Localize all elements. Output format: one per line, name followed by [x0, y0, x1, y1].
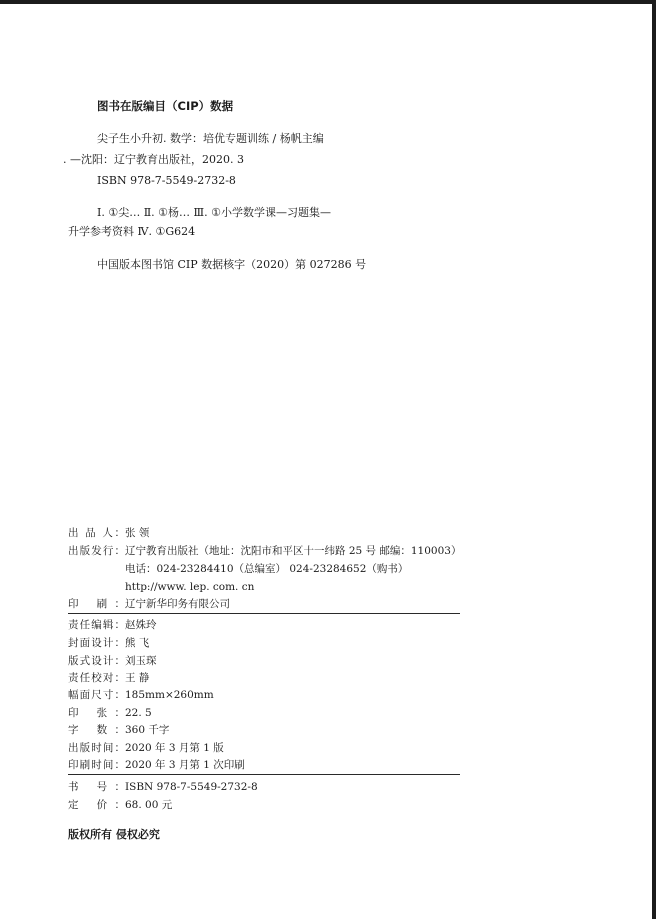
publish-date-value: 2020 年 3 月第 1 版	[125, 742, 224, 754]
editor-label: 责任编辑 ：	[68, 618, 125, 632]
divider-1	[68, 613, 460, 614]
book-isbn-value: ISBN 978-7-5549-2732-8	[125, 781, 258, 793]
printer-label: 印 刷 ：	[68, 597, 125, 611]
proofreader-value: 王 静	[125, 672, 150, 684]
page-size-value: 185mm×260mm	[125, 689, 214, 701]
cover-designer-value: 熊 飞	[125, 637, 150, 649]
printer-row	[68, 597, 230, 611]
book-isbn-label: 书 号 ：	[68, 780, 125, 794]
cover-designer-label: 封面设计 ：	[68, 636, 125, 650]
cip-record-number: 中国版本图书馆 CIP 数据核字（2020）第 027286 号	[97, 258, 367, 271]
cip-title: 图书在版编目（CIP）数据	[97, 99, 234, 113]
print-date-value: 2020 年 3 月第 1 次印刷	[125, 759, 245, 771]
cip-line-title-author: 尖子生小升初. 数学：培优专题训练 / 杨帆主编	[97, 132, 324, 145]
proofreader-row	[68, 671, 149, 685]
page-right-border	[652, 0, 656, 919]
page-size-row	[68, 688, 214, 702]
word-count-label: 字 数 ：	[68, 723, 125, 737]
website-row: http://www. lep. com. cn	[125, 581, 255, 593]
cip-line-publisher: . —沈阳：辽宁教育出版社，2020. 3	[63, 153, 244, 166]
editor-row	[68, 618, 157, 632]
proofreader-label: 责任校对 ：	[68, 671, 125, 685]
cip-subject-line-1: Ⅰ. ①尖… Ⅱ. ①杨… Ⅲ. ①小学数学课—习题集—	[97, 206, 331, 219]
cover-designer-row	[68, 636, 149, 650]
publish-date-label: 出版时间 ：	[68, 741, 125, 755]
layout-designer-row	[68, 654, 157, 668]
distributor-row	[68, 544, 461, 558]
layout-designer-value: 刘玉琛	[125, 655, 157, 667]
producer-label: 出 品 人 ：	[68, 526, 125, 540]
producer-row	[68, 526, 149, 540]
print-date-label: 印刷时间 ：	[68, 758, 125, 772]
book-isbn-row	[68, 780, 258, 794]
cip-subject-line-2: 升学参考资料 Ⅳ. ①G624	[68, 225, 196, 238]
distributor-value: 辽宁教育出版社（地址：沈阳市和平区十一纬路 25 号 邮编：110003）	[125, 545, 462, 557]
price-value: 68. 00 元	[125, 799, 173, 811]
sheets-value: 22. 5	[125, 707, 152, 719]
word-count-value: 360 千字	[125, 724, 170, 736]
phone-row: 电话：024-23284410（总编室） 024-23284652（购书）	[125, 563, 409, 575]
copyright-notice: 版权所有 侵权必究	[68, 828, 160, 841]
editor-value: 赵姝玲	[125, 619, 157, 631]
price-row	[68, 798, 172, 812]
divider-2	[68, 774, 460, 775]
sheets-label: 印 张 ：	[68, 706, 125, 720]
layout-designer-label: 版式设计 ：	[68, 654, 125, 668]
cip-isbn: ISBN 978-7-5549-2732-8	[97, 174, 236, 187]
word-count-row	[68, 723, 169, 737]
price-label: 定 价 ：	[68, 798, 125, 812]
print-date-row	[68, 758, 245, 772]
publish-date-row	[68, 741, 224, 755]
producer-value: 张 领	[125, 527, 150, 539]
printer-value: 辽宁新华印务有限公司	[125, 598, 230, 610]
sheets-row	[68, 706, 152, 720]
page-size-label: 幅面尺寸 ：	[68, 688, 125, 702]
page-top-border	[0, 0, 656, 4]
distributor-label: 出版发行 ：	[68, 544, 125, 558]
